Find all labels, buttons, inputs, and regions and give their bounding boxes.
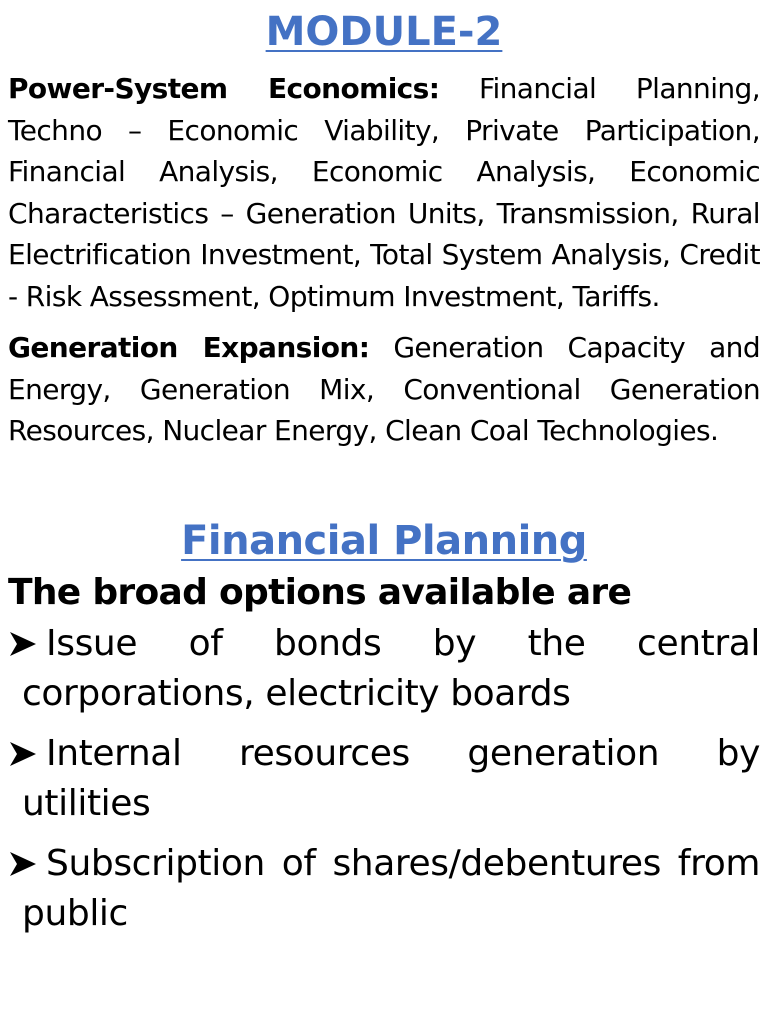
arrow-bullet-icon bbox=[8, 839, 46, 889]
paragraph-lead: Generation Expansion: bbox=[8, 331, 370, 364]
arrow-bullet-icon bbox=[8, 729, 46, 779]
syllabus-paragraph-generation-expansion bbox=[8, 327, 760, 452]
list-item bbox=[8, 729, 760, 829]
section-title: Financial Planning bbox=[181, 517, 587, 564]
list-item-text: Subscription of shares/debentures from public bbox=[22, 842, 760, 934]
section-intro: The broad options available are bbox=[8, 571, 632, 613]
arrow-bullet-icon bbox=[8, 619, 46, 669]
paragraph-lead: Power-System Economics: bbox=[8, 72, 440, 105]
list-item-text: Internal resources generation by utilities bbox=[22, 732, 760, 824]
list-item bbox=[8, 839, 760, 939]
paragraph-text: Generation Capacity and Energy, Generation Mix, Conventional Generation Resources, Nuclear Energy, Clean Coal Technologies. bbox=[8, 331, 761, 447]
list-item bbox=[8, 619, 760, 719]
paragraph-text: Financial Planning, Techno – Economic Viability, Private Participation, Financial Analysis, Economic Analysis, Economic Characteristics – Generation Units, Transmission, Rural Electrification Investment, Total System Analysis, Credit - Risk Assessment, Optimum Investment, Tariffs. bbox=[8, 72, 760, 313]
module-title: MODULE-2 bbox=[265, 9, 503, 55]
syllabus-paragraph-power-system-economics bbox=[8, 68, 760, 317]
document-page bbox=[8, 10, 760, 949]
bullet-list bbox=[8, 619, 760, 939]
list-item-text: Issue of bonds by the central corporations, electricity boards bbox=[22, 622, 760, 714]
